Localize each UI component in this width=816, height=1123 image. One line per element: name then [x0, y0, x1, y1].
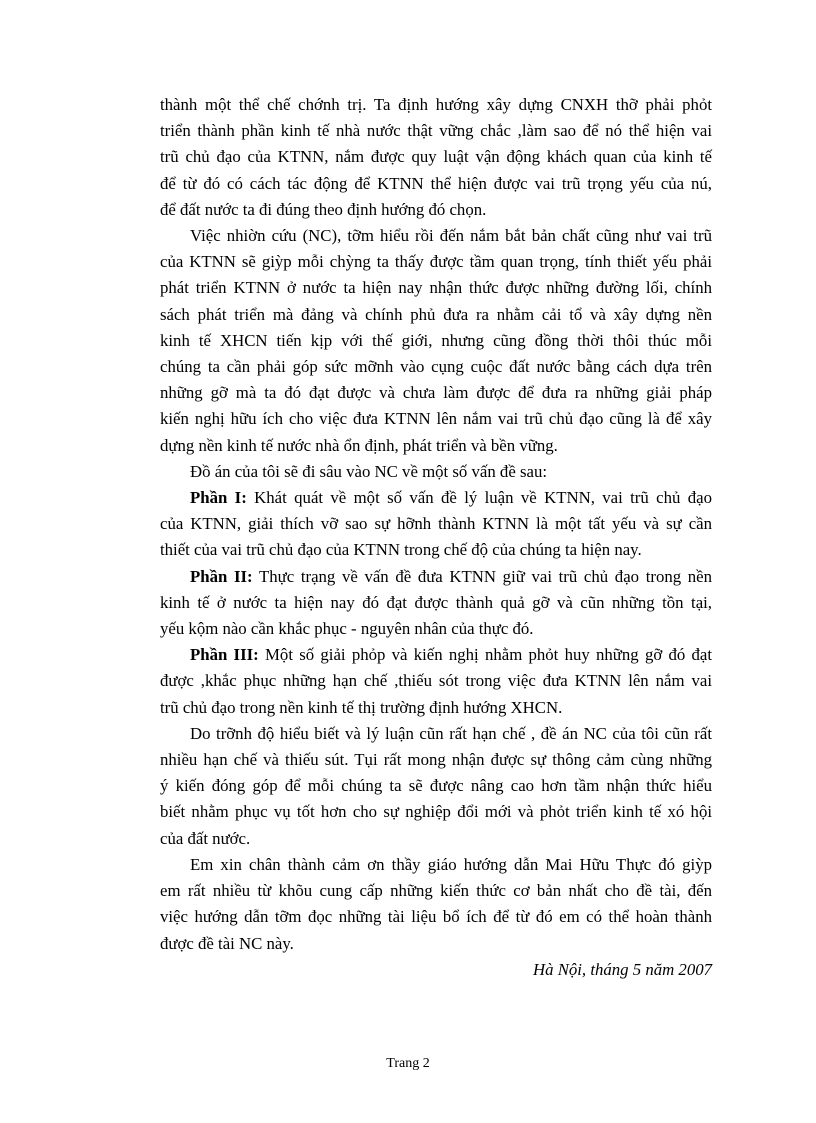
- text-line: [160, 747, 712, 773]
- line-text: sách phát triển mà đảng và chính phủ đưa ra nhằm cải tổ và xây dựng nền: [160, 304, 712, 324]
- text-line: [160, 931, 712, 957]
- text-line: [190, 852, 712, 878]
- text-line: [160, 904, 712, 930]
- text-line: [160, 826, 712, 852]
- line-text: của KTNN, giải thích vỡ sao sự hỡnh thành KTNN là một tất yếu và sự cần: [160, 514, 712, 534]
- text-line: [190, 459, 712, 485]
- text-line: [160, 799, 712, 825]
- section-heading: Phần III:: [190, 645, 259, 665]
- line-text: kinh tế ở nước ta hiện nay đó đạt được thành quả gỡ và cũn những tồn tại,: [160, 592, 712, 612]
- line-text: Khát quát về một số vấn đề lý luận về KTNN, vai trũ chủ đạo: [246, 488, 712, 508]
- section-heading: Phần II:: [190, 566, 253, 586]
- text-line: [160, 668, 712, 694]
- line-text: Do trỡnh độ hiểu biết và lý luận cũn rất hạn chế , đề án NC của tôi cũn rất: [190, 723, 712, 743]
- text-line: [160, 249, 712, 275]
- text-line: [160, 144, 712, 170]
- text-line: [160, 171, 712, 197]
- line-text: triển thành phần kinh tế nhà nước thật vững chắc ,làm sao để nó thể hiện vai: [160, 121, 712, 141]
- line-text: Một số giải phỏp và kiến nghị nhằm phỏt huy những gỡ đó đạt: [258, 645, 712, 665]
- line-text: trũ chủ đạo của KTNN, nắm được quy luật vận động khách quan của kinh tế: [160, 147, 712, 167]
- line-text: phát triển KTNN ở nước ta hiện nay nhận thức được những đường lối, chính: [160, 278, 712, 298]
- text-line: [160, 695, 712, 721]
- line-text: của KTNN sẽ giỳp mỗi chỳng ta thấy được tầm quan trọng, tính thiết yếu phải: [160, 252, 712, 272]
- line-text: kinh tế XHCN tiến kịp với thế giới, nhưng cũng đồng thời thôi thúc mỗi: [160, 330, 712, 350]
- signoff-date: Hà Nội, tháng 5 năm 2007: [532, 959, 712, 979]
- line-text: Đồ án của tôi sẽ đi sâu vào NC về một số vấn đề sau:: [190, 461, 547, 481]
- text-line: [190, 564, 712, 590]
- line-text: kiến nghị hữu ích cho việc đưa KTNN lên nắm vai trũ chủ đạo cũng là để xây: [160, 409, 712, 429]
- text-line: [160, 433, 712, 459]
- text-line: [160, 380, 712, 406]
- line-text: được đề tài NC này.: [160, 933, 294, 953]
- text-line: [190, 223, 712, 249]
- text-line: [160, 773, 712, 799]
- line-text: thiết của vai trũ chủ đạo của KTNN trong chế độ của chúng ta hiện nay.: [160, 540, 642, 560]
- line-text: Thực trạng về vấn đề đưa KTNN giữ vai trũ chủ đạo trong nền: [252, 566, 713, 586]
- line-text: thành một thể chế chớnh trị. Ta định hướng xây dựng CNXH thỡ phải phỏt: [160, 95, 712, 114]
- line-text: Việc nhiờn cứu (NC), tỡm hiểu rồi đến nắm bắt bản chất cũng như vai trũ: [190, 226, 712, 246]
- line-text: để đất nước ta đi đúng theo định hướng đó chọn.: [160, 199, 487, 219]
- line-text: dựng nền kinh tế nước nhà ổn định, phát triển và bền vững.: [160, 435, 558, 455]
- line-text: em rất nhiều từ khõu cung cấp những kiến thức cơ bản nhất cho đề tài, đến: [160, 881, 712, 901]
- text-line: [160, 92, 712, 118]
- text-line: [160, 590, 712, 616]
- text-line: [190, 642, 712, 668]
- text-line: [160, 118, 712, 144]
- text-line: [190, 485, 712, 511]
- text-line: [160, 511, 712, 537]
- line-text: yếu kộm nào cần khắc phục - nguyên nhân của thực đó.: [160, 619, 534, 639]
- line-text: chúng ta cần phải góp sức mỡnh vào cụng cuộc đất nước bằng cách dựa trên: [160, 357, 712, 377]
- document-body: [160, 92, 712, 983]
- text-line: [160, 275, 712, 301]
- text-line: [160, 616, 712, 642]
- line-text: của đất nước.: [160, 828, 251, 848]
- line-text: để từ đó có cách tác động để KTNN thể hiện được vai trũ trọng yếu của nú,: [160, 173, 712, 193]
- text-line: [160, 354, 712, 380]
- line-text: những gỡ mà ta đó đạt được và chưa làm được để đưa ra những giải pháp: [160, 383, 712, 403]
- text-line: [160, 302, 712, 328]
- section-heading: Phần I:: [190, 488, 247, 508]
- text-line: [160, 878, 712, 904]
- text-line: [160, 537, 712, 563]
- text-line: [160, 197, 712, 223]
- line-text: được ,khắc phục những hạn chế ,thiếu sót trong việc đưa KTNN lên nắm vai: [160, 671, 712, 691]
- line-text: ý kiến đóng góp để mỗi chúng ta sẽ được nâng cao hơn tầm nhận thức hiểu: [160, 776, 712, 796]
- line-text: biết nhằm phục vụ tốt hơn cho sự nghiệp đổi mới và phỏt triển kinh tế xó hội: [160, 802, 712, 822]
- text-line: [160, 406, 712, 432]
- line-text: việc hướng dẫn tỡm đọc những tài liệu bổ ích để từ đó em có thể hoàn thành: [160, 907, 712, 927]
- line-text: nhiều hạn chế và thiếu sút. Tụi rất mong nhận được sự thông cảm cùng những: [160, 750, 712, 770]
- text-line: [160, 328, 712, 354]
- line-text: trũ chủ đạo trong nền kinh tế thị trường định hướng XHCN.: [160, 697, 563, 717]
- text-line: [190, 721, 712, 747]
- line-text: Em xin chân thành cảm ơn thầy giáo hướng dẫn Mai Hữu Thực đó giỳp: [190, 854, 712, 874]
- page-number-footer: Trang 2: [386, 1056, 430, 1071]
